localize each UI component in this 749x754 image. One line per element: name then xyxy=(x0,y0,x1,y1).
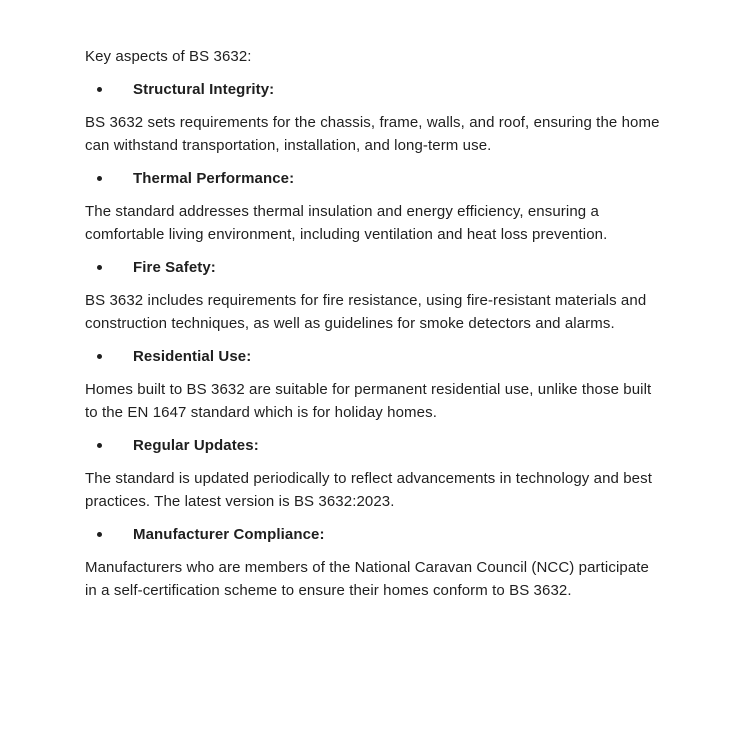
bullet-list xyxy=(85,256,665,279)
list-item xyxy=(85,167,665,190)
bullet-list xyxy=(85,78,665,101)
list-item xyxy=(85,256,665,279)
section-paragraph: Manufacturers who are members of the National Caravan Council (NCC) participate in a self-certification scheme to ensure their homes conform to BS 3632. xyxy=(85,559,649,599)
sections-list xyxy=(85,78,665,602)
bullet-list xyxy=(85,345,665,368)
section-heading: Manufacturer Compliance: xyxy=(133,526,325,543)
section-paragraph: Homes built to BS 3632 are suitable for permanent residential use, unlike those built to the EN 1647 standard which is for holiday homes. xyxy=(85,381,652,421)
bullet-icon xyxy=(97,443,102,448)
list-item xyxy=(85,78,665,101)
list-item xyxy=(85,434,665,457)
bullet-list xyxy=(85,523,665,546)
section-heading: Residential Use: xyxy=(133,348,252,365)
section-paragraph: BS 3632 includes requirements for fire resistance, using fire-resistant materials and construction techniques, as well as guidelines for smoke detectors and alarms. xyxy=(85,292,647,332)
list-item xyxy=(85,523,665,546)
bullet-icon xyxy=(97,532,102,537)
section-heading: Regular Updates: xyxy=(133,437,259,454)
bullet-icon xyxy=(97,265,102,270)
document-body xyxy=(85,45,665,612)
bullet-list xyxy=(85,434,665,457)
section-paragraph: The standard is updated periodically to reflect advancements in technology and best practices. The latest version is BS 3632:2023. xyxy=(85,470,652,510)
section-heading: Fire Safety: xyxy=(133,259,216,276)
section-heading: Structural Integrity: xyxy=(133,81,275,98)
bullet-icon xyxy=(97,87,102,92)
section-paragraph: The standard addresses thermal insulation and energy efficiency, ensuring a comfortable living environment, including ventilation and heat loss prevention. xyxy=(85,203,608,243)
section-heading: Thermal Performance: xyxy=(133,170,295,187)
bullet-icon xyxy=(97,176,102,181)
list-item xyxy=(85,345,665,368)
bullet-list xyxy=(85,167,665,190)
bullet-icon xyxy=(97,354,102,359)
intro-text: Key aspects of BS 3632: xyxy=(85,48,252,65)
section-paragraph: BS 3632 sets requirements for the chassis, frame, walls, and roof, ensuring the home can withstand transportation, installation, and long-term use. xyxy=(85,114,660,154)
